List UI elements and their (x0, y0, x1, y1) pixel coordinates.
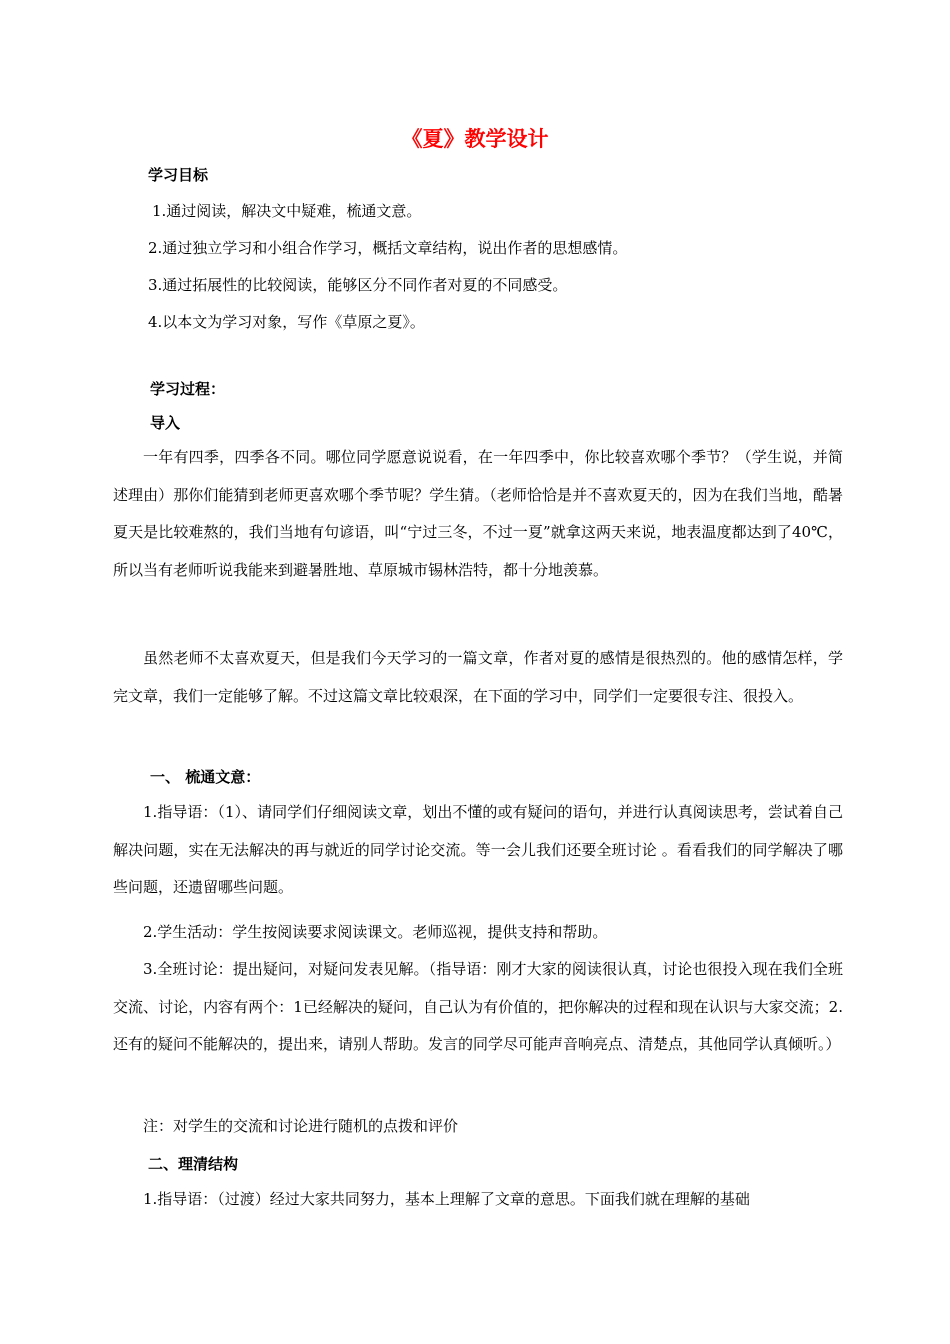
section-2-heading: 二、理清结构 (148, 1155, 239, 1173)
objective-item-4: 4.以本文为学习对象，写作《草原之夏》。 (148, 313, 425, 331)
section-1-guide: 1.指导语：（1）、请同学们仔细阅读文章，划出不懂的或有疑问的语句，并进行认真阅读思考，尝试着自己解决问题，实在无法解决的再与就近的同学讨论交流。等一会儿我们还要全班讨论 。看看我们的同学解决了哪些问题，还遗留哪些问题。 (113, 803, 843, 896)
section-1-note: 注：对学生的交流和讨论进行随机的点拨和评价 (143, 1117, 459, 1135)
document-title: 《夏》教学设计 (401, 127, 549, 151)
objective-item-2: 2.通过独立学习和小组合作学习，概括文章结构，说出作者的思想感情。 (148, 239, 628, 257)
intro-heading: 导入 (150, 414, 181, 432)
objectives-heading: 学习目标 (148, 166, 209, 184)
intro-paragraph-1: 一年有四季，四季各不同。哪位同学愿意说说看，在一年四季中，你比较喜欢哪个季节？（学生说，并简述理由）那你们能猜到老师更喜欢哪个季节呢？学生猜。（老师恰恰是并不喜欢夏天的，因为在我们当地，酷暑夏天是比较难熬的，我们当地有句谚语，叫“宁过三冬，不过一夏”就拿这两天来说，地表温度都达到了40℃，所以当有老师听说我能来到避暑胜地、草原城市锡林浩特，都十分地羡慕。 (113, 448, 843, 579)
objective-item-1: 1.通过阅读，解决文中疑难，梳通文意。 (152, 202, 422, 220)
section-1-heading: 一、 梳通文意： (150, 768, 261, 786)
objective-item-3: 3.通过拓展性的比较阅读，能够区分不同作者对夏的不同感受。 (148, 276, 568, 294)
section-1-activity: 2.学生活动：学生按阅读要求阅读课文。老师巡视，提供支持和帮助。 (143, 923, 608, 941)
process-heading: 学习过程： (150, 380, 226, 398)
section-1-discussion: 3.全班讨论：提出疑问，对疑问发表见解。（指导语：刚才大家的阅读很认真，讨论也很投入现在我们全班交流、讨论，内容有两个：1已经解决的疑问，自己认为有价值的，把你解决的过程和现在认识与大家交流；2.还有的疑问不能解决的，提出来，请别人帮助。发言的同学尽可能声音响亮点、清楚点，其他同学认真倾听。） (113, 960, 843, 1053)
intro-paragraph-2: 虽然老师不太喜欢夏天，但是我们今天学习的一篇文章，作者对夏的感情是很热烈的。他的感情怎样，学完文章，我们一定能够了解。不过这篇文章比较艰深，在下面的学习中，同学们一定要很专注、很投入。 (113, 649, 843, 705)
section-2-guide: 1.指导语：（过渡）经过大家共同努力，基本上理解了文章的意思。下面我们就在理解的基础 (143, 1190, 750, 1208)
